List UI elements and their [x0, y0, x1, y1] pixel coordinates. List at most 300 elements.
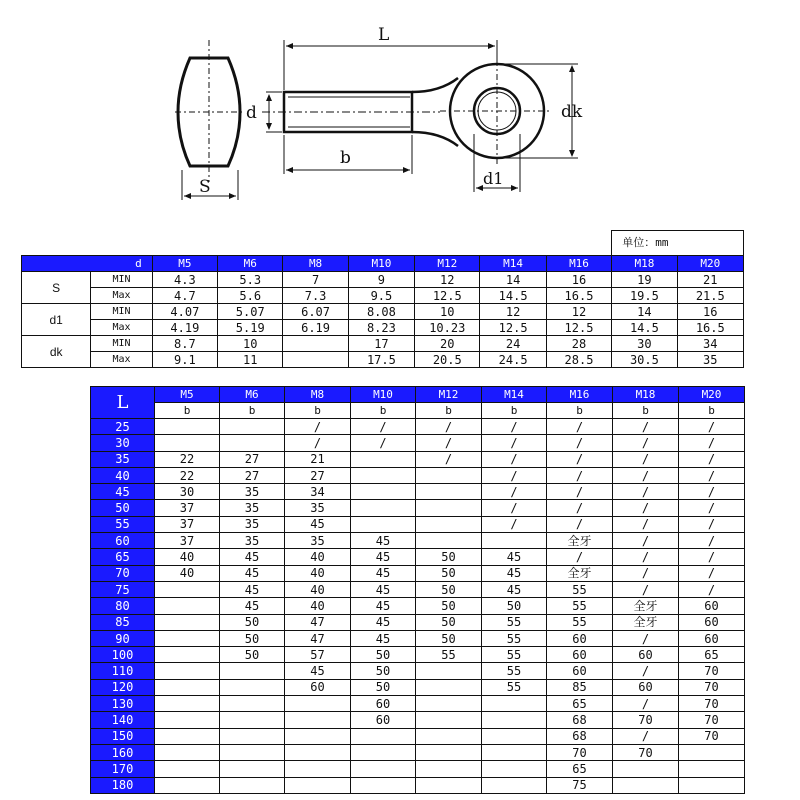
- thread-length-cell: /: [679, 516, 745, 532]
- spec-value: 16.5: [677, 320, 743, 336]
- spec-value: 24.5: [480, 352, 546, 368]
- thread-length-cell: /: [679, 500, 745, 516]
- thread-length-cell: [416, 696, 482, 712]
- thread-length-cell: [416, 712, 482, 728]
- thread-length-cell: 40: [155, 549, 220, 565]
- thread-length-cell: 70: [613, 712, 679, 728]
- thread-length-cell: 全牙: [613, 598, 679, 614]
- length-row: [91, 467, 745, 483]
- thread-length-cell: /: [482, 467, 547, 483]
- spec-value: 20: [415, 336, 480, 352]
- spec-value: 11: [218, 352, 283, 368]
- length-row: [91, 679, 745, 695]
- header-d: d: [22, 256, 153, 272]
- row-label: Max: [91, 320, 152, 336]
- thread-length-cell: 60: [547, 647, 613, 663]
- thread-length-cell: [679, 777, 745, 793]
- thread-length-cell: /: [482, 500, 547, 516]
- spec-value: 20.5: [415, 352, 480, 368]
- spec-value: 30: [612, 336, 677, 352]
- thread-length-cell: 70: [679, 728, 745, 744]
- spec-value: 17.5: [348, 352, 414, 368]
- thread-length-cell: 65: [679, 647, 745, 663]
- thread-length-cell: 70: [679, 712, 745, 728]
- spec-value: [283, 352, 348, 368]
- length-row: [91, 565, 745, 581]
- thread-length-cell: 50: [416, 565, 482, 581]
- thread-length-cell: 37: [155, 516, 220, 532]
- thread-length-cell: /: [613, 451, 679, 467]
- length-value: 170: [91, 761, 155, 777]
- thread-length-cell: 65: [547, 696, 613, 712]
- length-value: 180: [91, 777, 155, 793]
- length-row: [91, 777, 745, 793]
- thread-length-cell: 60: [351, 696, 416, 712]
- spec-value: 14.5: [612, 320, 677, 336]
- thread-length-cell: /: [679, 451, 745, 467]
- thread-length-cell: [220, 663, 285, 679]
- thread-length-cell: /: [547, 419, 613, 435]
- thread-length-cell: /: [416, 419, 482, 435]
- thread-length-cell: [220, 728, 285, 744]
- thread-length-cell: 27: [220, 467, 285, 483]
- thread-length-cell: [416, 500, 482, 516]
- spec-value: 10: [218, 336, 283, 352]
- eye-bolt-diagram: [0, 0, 800, 225]
- thread-length-cell: [285, 712, 351, 728]
- thread-length-cell: /: [482, 484, 547, 500]
- spec-value: 9.1: [152, 352, 217, 368]
- thread-length-cell: 45: [220, 581, 285, 597]
- b-label: b: [679, 403, 745, 419]
- thread-length-cell: /: [547, 500, 613, 516]
- b-label: b: [482, 403, 547, 419]
- length-value: 40: [91, 467, 155, 483]
- thread-length-cell: 50: [351, 663, 416, 679]
- thread-length-cell: [613, 761, 679, 777]
- thread-length-cell: 37: [155, 533, 220, 549]
- spec-value: 5.19: [218, 320, 283, 336]
- thread-length-cell: /: [416, 451, 482, 467]
- size-header: M20: [677, 256, 743, 272]
- spec-value: 28.5: [546, 352, 611, 368]
- thread-length-cell: [155, 581, 220, 597]
- length-row: [91, 435, 745, 451]
- thread-length-cell: 27: [220, 451, 285, 467]
- thread-length-cell: /: [285, 419, 351, 435]
- thread-length-cell: /: [547, 451, 613, 467]
- thread-length-cell: /: [547, 516, 613, 532]
- thread-length-cell: 60: [613, 647, 679, 663]
- length-value: 25: [91, 419, 155, 435]
- spec-value: 8.7: [152, 336, 217, 352]
- size-header: M5: [152, 256, 217, 272]
- thread-length-cell: 50: [351, 647, 416, 663]
- spec-value: 5.6: [218, 288, 283, 304]
- thread-length-cell: 70: [679, 679, 745, 695]
- thread-length-cell: [613, 777, 679, 793]
- thread-length-cell: [416, 484, 482, 500]
- b-label: b: [285, 403, 351, 419]
- thread-length-cell: /: [285, 435, 351, 451]
- thread-length-cell: /: [679, 565, 745, 581]
- thread-length-cell: 40: [155, 565, 220, 581]
- row-label: MIN: [91, 272, 152, 288]
- thread-length-cell: 21: [285, 451, 351, 467]
- length-row: [91, 549, 745, 565]
- thread-length-cell: 全牙: [613, 614, 679, 630]
- length-value: 85: [91, 614, 155, 630]
- spec-value: 12.5: [480, 320, 546, 336]
- thread-length-cell: [155, 647, 220, 663]
- thread-length-cell: /: [613, 516, 679, 532]
- thread-length-cell: 50: [351, 679, 416, 695]
- length-row: [91, 614, 745, 630]
- thread-length-cell: [351, 484, 416, 500]
- thread-length-cell: /: [679, 467, 745, 483]
- thread-length-cell: 40: [285, 549, 351, 565]
- thread-length-cell: 45: [220, 565, 285, 581]
- spec-value: 8.23: [348, 320, 414, 336]
- thread-length-cell: 70: [679, 696, 745, 712]
- length-row: [91, 630, 745, 646]
- spec-value: 5.07: [218, 304, 283, 320]
- thread-length-cell: [155, 598, 220, 614]
- thread-length-cell: 55: [547, 598, 613, 614]
- thread-length-cell: 68: [547, 712, 613, 728]
- size-header: M6: [218, 256, 283, 272]
- size-header: M8: [285, 387, 351, 403]
- thread-length-cell: [679, 761, 745, 777]
- thread-length-cell: 60: [679, 630, 745, 646]
- blank-cell: [22, 231, 612, 256]
- label-d1: d1: [483, 169, 504, 188]
- thread-length-cell: 55: [482, 630, 547, 646]
- thread-length-cell: [416, 663, 482, 679]
- thread-length-cell: 35: [220, 533, 285, 549]
- thread-length-cell: /: [416, 435, 482, 451]
- spec-value: 24: [480, 336, 546, 352]
- thread-length-cell: /: [613, 696, 679, 712]
- length-row: [91, 696, 745, 712]
- thread-length-cell: 34: [285, 484, 351, 500]
- thread-length-cell: /: [613, 533, 679, 549]
- b-label: b: [416, 403, 482, 419]
- spec-value: 14: [480, 272, 546, 288]
- spec-value: 34: [677, 336, 743, 352]
- thread-length-cell: /: [547, 484, 613, 500]
- length-row: [91, 419, 745, 435]
- thread-length-cell: /: [351, 435, 416, 451]
- spec-value: 30.5: [612, 352, 677, 368]
- spec-value: 4.07: [152, 304, 217, 320]
- size-header: M8: [283, 256, 348, 272]
- thread-length-cell: [285, 744, 351, 760]
- spec-value: 16.5: [546, 288, 611, 304]
- spec-value: 17: [348, 336, 414, 352]
- thread-length-cell: /: [482, 451, 547, 467]
- thread-length-cell: 47: [285, 630, 351, 646]
- spec-value: 16: [546, 272, 611, 288]
- length-row: [91, 728, 745, 744]
- thread-length-cell: 50: [220, 630, 285, 646]
- thread-length-cell: 35: [220, 484, 285, 500]
- spec-value: 19.5: [612, 288, 677, 304]
- spec-value: 35: [677, 352, 743, 368]
- thread-length-cell: [482, 696, 547, 712]
- thread-length-cell: [351, 761, 416, 777]
- thread-length-cell: 45: [351, 581, 416, 597]
- size-header: M14: [480, 256, 546, 272]
- thread-length-cell: 全牙: [547, 533, 613, 549]
- b-label: b: [351, 403, 416, 419]
- spec-value: 7: [283, 272, 348, 288]
- thread-length-cell: [285, 761, 351, 777]
- thread-length-cell: [416, 533, 482, 549]
- thread-length-cell: 60: [351, 712, 416, 728]
- unit-row: [22, 231, 744, 256]
- length-value: 50: [91, 500, 155, 516]
- size-header: M14: [482, 387, 547, 403]
- row-label: MIN: [91, 336, 152, 352]
- length-value: 60: [91, 533, 155, 549]
- size-header: M16: [546, 256, 611, 272]
- spec-value: [283, 336, 348, 352]
- thread-length-cell: 60: [285, 679, 351, 695]
- spec-row: [22, 320, 744, 336]
- length-row: [91, 533, 745, 549]
- thread-length-cell: 40: [285, 565, 351, 581]
- spec-row: [22, 336, 744, 352]
- thread-length-cell: [351, 451, 416, 467]
- spec-value: 14: [612, 304, 677, 320]
- thread-length-cell: /: [613, 467, 679, 483]
- length-row: [91, 451, 745, 467]
- thread-length-cell: [220, 435, 285, 451]
- length-value: 140: [91, 712, 155, 728]
- thread-length-cell: 65: [547, 761, 613, 777]
- thread-length-cell: /: [613, 728, 679, 744]
- length-value: 100: [91, 647, 155, 663]
- thread-length-cell: [482, 744, 547, 760]
- thread-length-cell: 45: [482, 549, 547, 565]
- thread-length-cell: [285, 777, 351, 793]
- thread-length-cell: 50: [416, 549, 482, 565]
- size-header: M20: [679, 387, 745, 403]
- thread-length-cell: /: [679, 549, 745, 565]
- length-value: 110: [91, 663, 155, 679]
- b-label-row: [91, 403, 745, 419]
- thread-length-cell: [351, 500, 416, 516]
- length-value: 75: [91, 581, 155, 597]
- length-table: [90, 386, 745, 794]
- thread-length-cell: 50: [416, 614, 482, 630]
- spec-table: [21, 230, 744, 368]
- thread-length-cell: [155, 761, 220, 777]
- thread-length-cell: [155, 744, 220, 760]
- thread-length-cell: /: [482, 419, 547, 435]
- thread-length-cell: [220, 679, 285, 695]
- label-d: d: [246, 103, 257, 123]
- spec-value: 4.19: [152, 320, 217, 336]
- thread-length-cell: 55: [547, 614, 613, 630]
- spec-value: 6.19: [283, 320, 348, 336]
- thread-length-cell: [220, 761, 285, 777]
- thread-length-cell: /: [613, 663, 679, 679]
- spec-value: 4.3: [152, 272, 217, 288]
- spec-value: 16: [677, 304, 743, 320]
- spec-value: 12: [415, 272, 480, 288]
- size-header: M16: [547, 387, 613, 403]
- thread-length-cell: [416, 516, 482, 532]
- spec-value: 9.5: [348, 288, 414, 304]
- spec-value: 12: [480, 304, 546, 320]
- thread-length-cell: [482, 712, 547, 728]
- thread-length-cell: 70: [613, 744, 679, 760]
- length-value: 45: [91, 484, 155, 500]
- thread-length-cell: [220, 744, 285, 760]
- thread-length-cell: /: [547, 549, 613, 565]
- spec-value: 6.07: [283, 304, 348, 320]
- thread-length-cell: [416, 679, 482, 695]
- thread-length-cell: 45: [285, 663, 351, 679]
- spec-header-row: [22, 256, 744, 272]
- thread-length-cell: 55: [482, 614, 547, 630]
- thread-length-cell: [416, 467, 482, 483]
- thread-length-cell: 45: [482, 581, 547, 597]
- thread-length-cell: 22: [155, 451, 220, 467]
- thread-length-cell: 60: [679, 614, 745, 630]
- thread-length-cell: 85: [547, 679, 613, 695]
- length-value: 90: [91, 630, 155, 646]
- size-header: M10: [348, 256, 414, 272]
- thread-length-cell: [482, 728, 547, 744]
- thread-length-cell: 47: [285, 614, 351, 630]
- size-header: M18: [613, 387, 679, 403]
- thread-length-cell: 45: [351, 630, 416, 646]
- thread-length-cell: [285, 728, 351, 744]
- thread-length-cell: 70: [547, 744, 613, 760]
- thread-length-cell: 45: [351, 598, 416, 614]
- thread-length-cell: /: [679, 419, 745, 435]
- thread-length-cell: /: [547, 467, 613, 483]
- thread-length-cell: 55: [547, 581, 613, 597]
- size-header: M10: [351, 387, 416, 403]
- thread-length-cell: 50: [416, 598, 482, 614]
- thread-length-cell: 50: [416, 581, 482, 597]
- thread-length-cell: [416, 744, 482, 760]
- spec-value: 10.23: [415, 320, 480, 336]
- spec-value: 21: [677, 272, 743, 288]
- length-row: [91, 581, 745, 597]
- thread-length-cell: 60: [613, 679, 679, 695]
- thread-length-cell: /: [351, 419, 416, 435]
- label-L: L: [378, 25, 390, 45]
- thread-length-cell: [482, 777, 547, 793]
- thread-length-cell: /: [613, 419, 679, 435]
- thread-length-cell: [679, 744, 745, 760]
- thread-length-cell: 全牙: [547, 565, 613, 581]
- thread-length-cell: 37: [155, 500, 220, 516]
- label-dk: dk: [561, 102, 583, 122]
- thread-length-cell: [285, 696, 351, 712]
- b-label: b: [547, 403, 613, 419]
- thread-length-cell: 45: [351, 614, 416, 630]
- length-value: 35: [91, 451, 155, 467]
- thread-length-cell: [351, 728, 416, 744]
- thread-length-cell: 50: [220, 614, 285, 630]
- thread-length-cell: 50: [220, 647, 285, 663]
- thread-length-cell: 55: [482, 663, 547, 679]
- thread-length-cell: [155, 712, 220, 728]
- thread-length-cell: /: [613, 581, 679, 597]
- length-value: 70: [91, 565, 155, 581]
- length-row: [91, 712, 745, 728]
- length-value: 55: [91, 516, 155, 532]
- thread-length-cell: 35: [220, 500, 285, 516]
- thread-length-cell: 45: [220, 549, 285, 565]
- spec-value: 19: [612, 272, 677, 288]
- thread-length-cell: 35: [285, 533, 351, 549]
- thread-length-cell: [416, 728, 482, 744]
- thread-length-cell: [482, 533, 547, 549]
- thread-length-cell: 55: [482, 679, 547, 695]
- thread-length-cell: /: [613, 630, 679, 646]
- row-label: Max: [91, 288, 152, 304]
- thread-length-cell: 22: [155, 467, 220, 483]
- eye: [284, 40, 578, 192]
- thread-length-cell: [155, 614, 220, 630]
- thread-length-cell: 35: [285, 500, 351, 516]
- thread-length-cell: [155, 630, 220, 646]
- spec-value: 8.08: [348, 304, 414, 320]
- thread-length-cell: 45: [351, 533, 416, 549]
- length-header-row: [91, 387, 745, 403]
- size-header: M5: [155, 387, 220, 403]
- b-label: b: [155, 403, 220, 419]
- size-header: M12: [415, 256, 480, 272]
- length-row: [91, 484, 745, 500]
- thread-length-cell: /: [679, 435, 745, 451]
- thread-length-cell: 75: [547, 777, 613, 793]
- spec-row: [22, 352, 744, 368]
- row-label: Max: [91, 352, 152, 368]
- size-header: M18: [612, 256, 677, 272]
- side-view: [175, 40, 245, 200]
- thread-length-cell: 27: [285, 467, 351, 483]
- thread-length-cell: /: [679, 533, 745, 549]
- group-label: dk: [22, 336, 91, 368]
- thread-length-cell: 60: [547, 663, 613, 679]
- spec-row: [22, 304, 744, 320]
- thread-length-cell: [155, 696, 220, 712]
- thread-length-cell: /: [679, 581, 745, 597]
- thread-length-cell: 55: [416, 647, 482, 663]
- thread-length-cell: [155, 663, 220, 679]
- thread-length-cell: 60: [547, 630, 613, 646]
- thread-length-cell: 45: [220, 598, 285, 614]
- thread-length-cell: 40: [285, 598, 351, 614]
- length-value: 120: [91, 679, 155, 695]
- length-value: 130: [91, 696, 155, 712]
- spec-value: 9: [348, 272, 414, 288]
- thread-length-cell: [351, 516, 416, 532]
- thread-length-cell: 57: [285, 647, 351, 663]
- thread-length-cell: /: [613, 549, 679, 565]
- thread-length-cell: [220, 712, 285, 728]
- spec-row: [22, 288, 744, 304]
- thread-length-cell: 35: [220, 516, 285, 532]
